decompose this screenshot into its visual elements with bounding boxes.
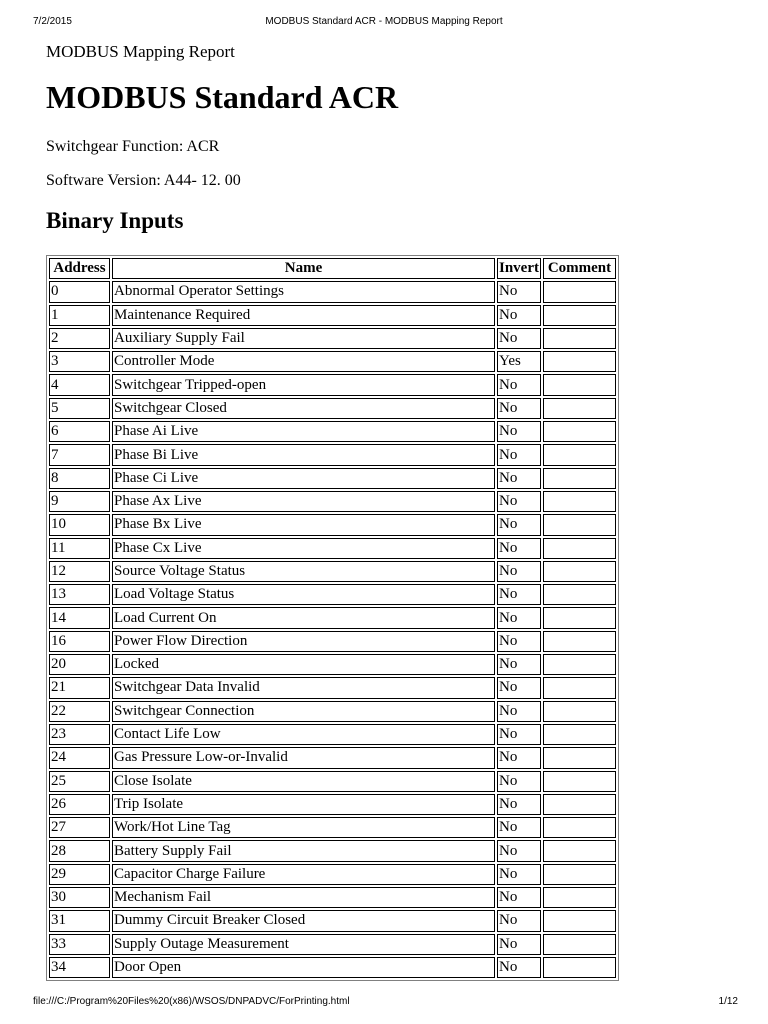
table-row [49, 654, 616, 675]
table-row [49, 631, 616, 652]
cell-address: 31 [49, 910, 110, 931]
cell-invert: No [497, 864, 541, 885]
cell-invert: No [497, 328, 541, 349]
cell-comment [543, 654, 616, 675]
cell-invert: Yes [497, 351, 541, 372]
cell-address: 7 [49, 444, 110, 465]
table-row [49, 398, 616, 419]
switchgear-function: Switchgear Function: ACR [46, 138, 220, 155]
binary-inputs-table [46, 255, 619, 981]
table-row [49, 747, 616, 768]
cell-address: 13 [49, 584, 110, 605]
cell-name: Phase Ax Live [112, 491, 495, 512]
cell-invert: No [497, 631, 541, 652]
cell-address: 9 [49, 491, 110, 512]
cell-name: Switchgear Closed [112, 398, 495, 419]
cell-invert: No [497, 957, 541, 978]
cell-comment [543, 771, 616, 792]
cell-name: Gas Pressure Low-or-Invalid [112, 747, 495, 768]
cell-comment [543, 514, 616, 535]
page-number: 1/12 [718, 996, 738, 1007]
table-row [49, 607, 616, 628]
cell-comment [543, 607, 616, 628]
print-page-title: MODBUS Standard ACR - MODBUS Mapping Report [265, 16, 503, 27]
cell-comment [543, 281, 616, 302]
section-title-binary-inputs: Binary Inputs [46, 208, 184, 233]
column-header-name: Name [112, 258, 495, 279]
cell-name: Door Open [112, 957, 495, 978]
cell-comment [543, 840, 616, 861]
column-header-invert: Invert [497, 258, 541, 279]
cell-address: 8 [49, 468, 110, 489]
cell-invert: No [497, 654, 541, 675]
cell-comment [543, 398, 616, 419]
cell-address: 20 [49, 654, 110, 675]
cell-name: Supply Outage Measurement [112, 934, 495, 955]
cell-name: Controller Mode [112, 351, 495, 372]
cell-invert: No [497, 281, 541, 302]
software-version: Software Version: A44- 12. 00 [46, 172, 241, 189]
cell-address: 12 [49, 561, 110, 582]
cell-invert: No [497, 514, 541, 535]
cell-comment [543, 561, 616, 582]
cell-comment [543, 934, 616, 955]
table-row [49, 468, 616, 489]
print-file-url: file:///C:/Program%20Files%20(x86)/WSOS/DNPADVC/ForPrinting.html [33, 996, 350, 1007]
cell-invert: No [497, 398, 541, 419]
cell-comment [543, 328, 616, 349]
cell-name: Auxiliary Supply Fail [112, 328, 495, 349]
cell-name: Phase Ci Live [112, 468, 495, 489]
table-row [49, 794, 616, 815]
cell-comment [543, 817, 616, 838]
table-row [49, 305, 616, 326]
table-row [49, 421, 616, 442]
cell-name: Phase Ai Live [112, 421, 495, 442]
table-row [49, 538, 616, 559]
cell-invert: No [497, 444, 541, 465]
cell-address: 21 [49, 677, 110, 698]
table-row [49, 584, 616, 605]
cell-address: 2 [49, 328, 110, 349]
cell-invert: No [497, 538, 541, 559]
cell-comment [543, 444, 616, 465]
cell-address: 30 [49, 887, 110, 908]
table-row [49, 351, 616, 372]
report-label: MODBUS Mapping Report [46, 42, 235, 61]
cell-address: 33 [49, 934, 110, 955]
cell-comment [543, 701, 616, 722]
table-row [49, 328, 616, 349]
cell-comment [543, 910, 616, 931]
table-row [49, 887, 616, 908]
cell-name: Load Current On [112, 607, 495, 628]
cell-name: Phase Bx Live [112, 514, 495, 535]
cell-name: Switchgear Connection [112, 701, 495, 722]
cell-invert: No [497, 817, 541, 838]
cell-address: 16 [49, 631, 110, 652]
cell-comment [543, 887, 616, 908]
cell-invert: No [497, 794, 541, 815]
table-row [49, 771, 616, 792]
cell-name: Contact Life Low [112, 724, 495, 745]
cell-name: Maintenance Required [112, 305, 495, 326]
cell-comment [543, 794, 616, 815]
column-header-comment: Comment [543, 258, 616, 279]
print-footer [0, 996, 768, 1010]
cell-address: 14 [49, 607, 110, 628]
binary-inputs-table-container [46, 255, 628, 990]
table-row [49, 491, 616, 512]
cell-address: 22 [49, 701, 110, 722]
table-row [49, 840, 616, 861]
table-header-row [49, 258, 616, 279]
cell-comment [543, 584, 616, 605]
cell-comment [543, 374, 616, 395]
cell-name: Phase Bi Live [112, 444, 495, 465]
cell-address: 0 [49, 281, 110, 302]
cell-name: Capacitor Charge Failure [112, 864, 495, 885]
cell-name: Switchgear Tripped-open [112, 374, 495, 395]
cell-invert: No [497, 468, 541, 489]
cell-name: Trip Isolate [112, 794, 495, 815]
cell-address: 11 [49, 538, 110, 559]
cell-address: 3 [49, 351, 110, 372]
table-row [49, 514, 616, 535]
cell-name: Switchgear Data Invalid [112, 677, 495, 698]
cell-invert: No [497, 607, 541, 628]
table-row [49, 957, 616, 978]
table-row [49, 910, 616, 931]
cell-name: Phase Cx Live [112, 538, 495, 559]
cell-invert: No [497, 771, 541, 792]
cell-comment [543, 631, 616, 652]
table-row [49, 864, 616, 885]
cell-invert: No [497, 910, 541, 931]
cell-address: 1 [49, 305, 110, 326]
print-date: 7/2/2015 [33, 16, 72, 27]
cell-name: Battery Supply Fail [112, 840, 495, 861]
cell-comment [543, 351, 616, 372]
table-row [49, 677, 616, 698]
cell-invert: No [497, 584, 541, 605]
cell-invert: No [497, 421, 541, 442]
table-body [49, 281, 616, 978]
cell-invert: No [497, 374, 541, 395]
cell-address: 28 [49, 840, 110, 861]
cell-invert: No [497, 840, 541, 861]
table-row [49, 561, 616, 582]
cell-comment [543, 468, 616, 489]
cell-address: 10 [49, 514, 110, 535]
cell-address: 5 [49, 398, 110, 419]
print-header [0, 16, 768, 30]
cell-comment [543, 864, 616, 885]
cell-address: 24 [49, 747, 110, 768]
cell-invert: No [497, 561, 541, 582]
cell-address: 27 [49, 817, 110, 838]
cell-comment [543, 747, 616, 768]
cell-invert: No [497, 701, 541, 722]
table-row [49, 374, 616, 395]
cell-name: Close Isolate [112, 771, 495, 792]
cell-name: Mechanism Fail [112, 887, 495, 908]
cell-name: Dummy Circuit Breaker Closed [112, 910, 495, 931]
cell-address: 6 [49, 421, 110, 442]
cell-comment [543, 538, 616, 559]
cell-address: 34 [49, 957, 110, 978]
cell-comment [543, 421, 616, 442]
cell-invert: No [497, 724, 541, 745]
cell-invert: No [497, 491, 541, 512]
cell-name: Power Flow Direction [112, 631, 495, 652]
cell-invert: No [497, 887, 541, 908]
cell-address: 26 [49, 794, 110, 815]
cell-name: Source Voltage Status [112, 561, 495, 582]
cell-name: Load Voltage Status [112, 584, 495, 605]
cell-comment [543, 724, 616, 745]
cell-comment [543, 305, 616, 326]
table-row [49, 281, 616, 302]
cell-invert: No [497, 747, 541, 768]
cell-address: 29 [49, 864, 110, 885]
cell-name: Abnormal Operator Settings [112, 281, 495, 302]
cell-name: Locked [112, 654, 495, 675]
cell-address: 4 [49, 374, 110, 395]
table-row [49, 817, 616, 838]
cell-name: Work/Hot Line Tag [112, 817, 495, 838]
cell-comment [543, 491, 616, 512]
table-row [49, 724, 616, 745]
document-title: MODBUS Standard ACR [46, 79, 399, 115]
cell-comment [543, 677, 616, 698]
cell-invert: No [497, 677, 541, 698]
table-row [49, 701, 616, 722]
column-header-address: Address [49, 258, 110, 279]
cell-address: 23 [49, 724, 110, 745]
table-row [49, 934, 616, 955]
cell-comment [543, 957, 616, 978]
cell-invert: No [497, 934, 541, 955]
table-row [49, 444, 616, 465]
cell-address: 25 [49, 771, 110, 792]
cell-invert: No [497, 305, 541, 326]
